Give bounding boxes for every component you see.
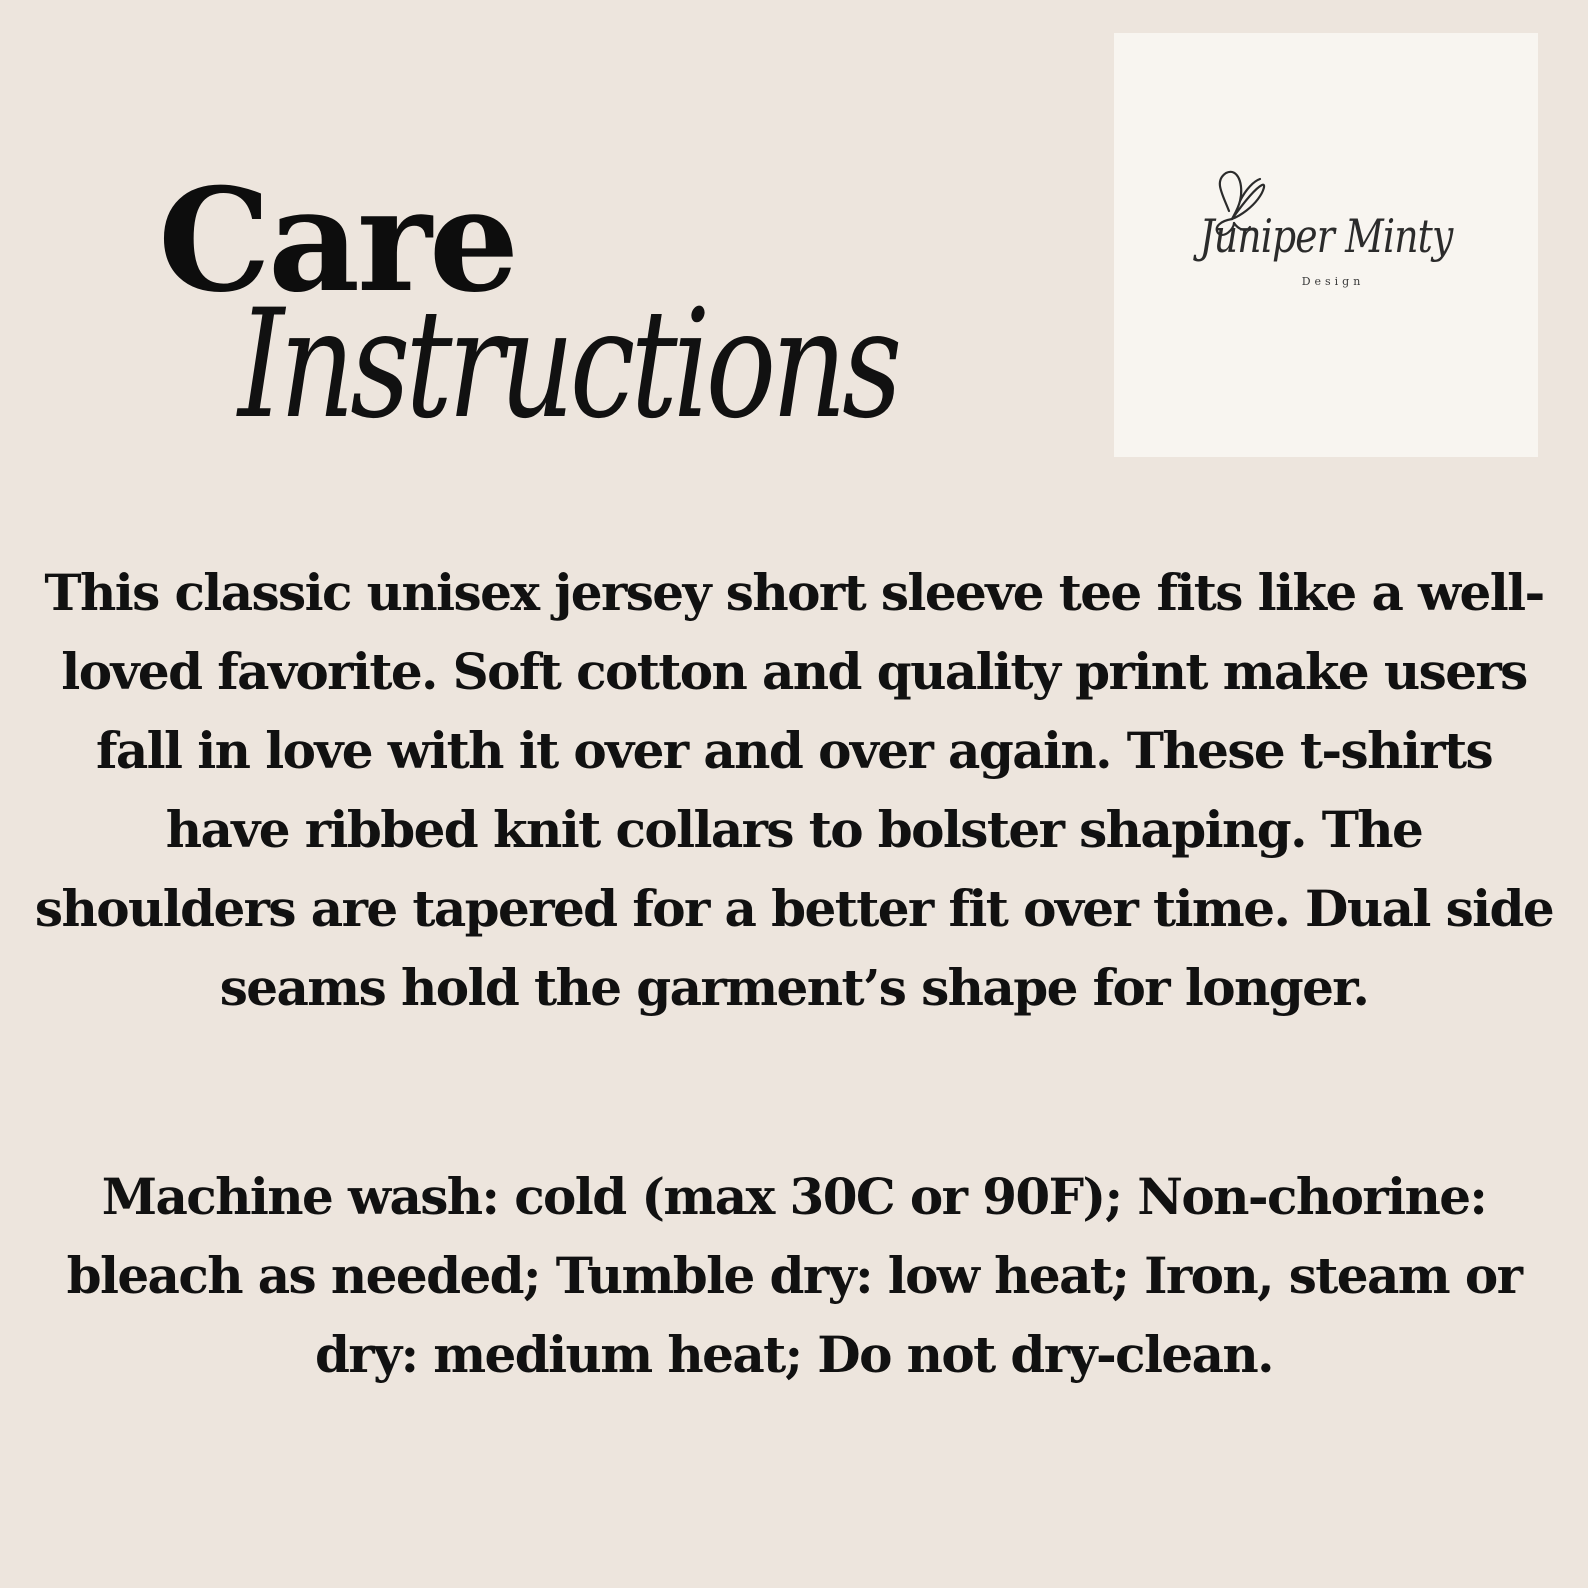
brand-logo: [1114, 33, 1538, 457]
care-instructions-text: Machine wash: cold (max 30C or 90F); Non-chorine: bleach as needed; Tumble dry: low heat; Iron, steam or dry: medium heat; Do not dry-clean.: [66, 1167, 1522, 1384]
title-care: Care: [158, 158, 517, 324]
logo-subtitle: Design: [1301, 275, 1365, 288]
product-description: This classic unisex jersey short sleeve tee fits like a well-loved favorite. Soft cotton and quality print make users fall in love with it over and over again. These t-shirts have ribbed knit collars to bolster shaping. The shoulders are tapered for a better fit over time. Dual side seams hold the garment’s shape for longer.: [34, 563, 1554, 1017]
title-instructions: Instructions: [238, 278, 898, 452]
logo-name: Juniper Minty: [1199, 209, 1453, 263]
